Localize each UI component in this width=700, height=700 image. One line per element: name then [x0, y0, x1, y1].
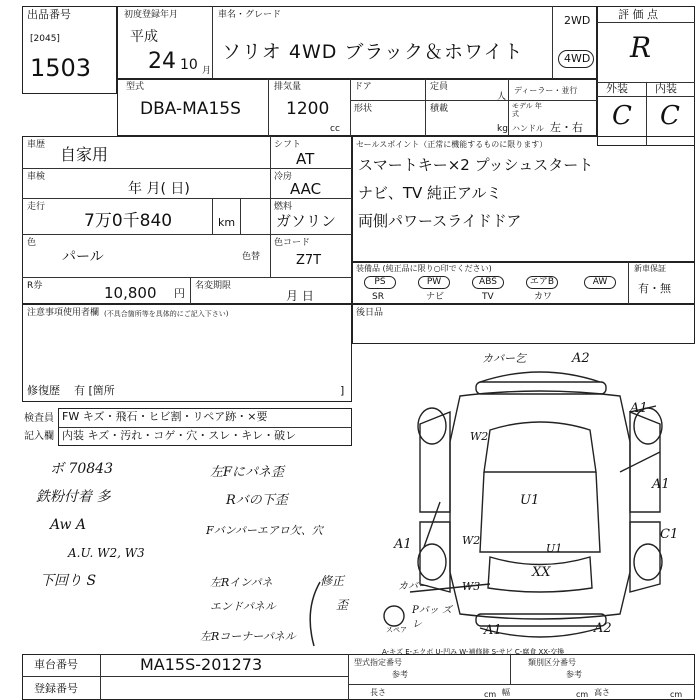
diag-a1-left: A1: [394, 537, 412, 552]
displacement-value: 1200: [286, 99, 330, 119]
usage-value: 自家用: [60, 145, 109, 164]
backseat-box: [352, 304, 695, 344]
diag-a2: A2: [572, 351, 590, 366]
diag-w2-left: W2: [470, 430, 489, 443]
shaken-value: 年 月( 日): [128, 181, 190, 197]
diag-c1: C1: [660, 527, 679, 542]
diag-u1-center: U1: [520, 493, 540, 508]
repair-close: ]: [340, 384, 345, 397]
inspector-row-2: 内装 キズ・汚れ・コゲ・穴・スレ・キレ・破レ: [62, 429, 297, 442]
notes-sub: (不具合箇所等を具体的にご記入下さい): [104, 310, 229, 318]
diag-w3: W3: [462, 580, 481, 593]
repair-label: 修復歴: [27, 384, 60, 397]
recycle-unit: 円: [174, 287, 185, 300]
fuel-value: ガソリン: [276, 212, 337, 230]
warranty-label: 新車保証: [634, 264, 666, 273]
hw-l4: A.U. W2, W3: [68, 546, 145, 560]
hw-r1: 左Fにパネ歪: [210, 465, 285, 480]
usage-label: 車歴: [27, 140, 46, 150]
drive-4wd: 4WD: [564, 52, 591, 65]
load-label: 積載: [430, 104, 449, 114]
hw-r3: Fバンパーエアロ欠、穴: [206, 524, 323, 537]
diag-a3: A1: [630, 401, 648, 416]
chassis-value: MA15S-201273: [140, 655, 263, 674]
diag-a4: A1: [652, 477, 670, 492]
lot-label: 出品番号: [27, 8, 71, 21]
ref-1: 参考: [392, 670, 408, 679]
hw-l1: ボ 70843: [50, 461, 113, 477]
diag-w2-lower: W2: [462, 534, 481, 547]
color-code-value: Z7T: [296, 253, 322, 268]
displacement-unit: cc: [330, 124, 340, 134]
grade-label: 評 価 点: [618, 8, 658, 21]
length-unit: cm: [484, 690, 497, 699]
shaken-label: 車検: [27, 172, 46, 182]
model-year-label: モデル 年式: [512, 102, 542, 118]
diag-cover: カバー: [398, 581, 428, 592]
notes-box: [22, 304, 352, 402]
diag-a2-bottom: A2: [594, 621, 612, 636]
drive-2wd: 2WD: [564, 14, 591, 27]
fuel-label: 燃料: [274, 202, 293, 212]
type-value: DBA-MA15S: [140, 99, 241, 119]
mileage-label: 走行: [27, 202, 46, 212]
era: 平成: [130, 29, 158, 45]
color-code-label: 色コード: [274, 238, 311, 248]
reg-month-unit: 月: [202, 66, 212, 76]
chassis-label: 車台番号: [34, 658, 78, 671]
capacity-label: 定員: [430, 82, 449, 92]
mileage-value: 7万0千840: [84, 211, 173, 231]
color-change-label: 色替: [242, 252, 261, 262]
sales-line-3: 両側パワースライドドア: [358, 212, 522, 230]
equip-navi: ナビ: [426, 292, 445, 302]
exterior-value: C: [612, 101, 632, 131]
hw-r7: 修正: [320, 574, 345, 588]
notes-label: 注意事項使用者欄: [27, 308, 100, 318]
color-label: 色: [27, 238, 37, 248]
mileage-unit: km: [218, 216, 236, 229]
inspector-label-2: 記入欄: [24, 431, 54, 442]
equip-ps: PS: [364, 276, 396, 289]
bracket-stroke: [300, 580, 330, 650]
width-unit: cm: [576, 690, 589, 699]
diag-u1-right: U1: [546, 542, 563, 555]
warranty-value: 有・無: [638, 282, 671, 295]
model-label: 車名・グレード: [218, 10, 282, 20]
ac-value: AAC: [290, 180, 322, 198]
hw-l2: 鉄粉付着 多: [36, 489, 111, 505]
width-label: 幅: [502, 688, 510, 697]
handle-value: 左・右: [550, 121, 583, 134]
hw-l3: Aw A: [50, 517, 87, 533]
lot-number: 1503: [30, 54, 92, 82]
diag-spare: スペア: [386, 626, 407, 634]
equip-pw: PW: [418, 276, 450, 289]
reg-year: 24: [148, 49, 176, 74]
name-change-value: 月 日: [286, 289, 314, 303]
equip-airbag: エアB: [526, 276, 558, 289]
hw-r4: 左Rインパネ: [210, 576, 273, 589]
hw-l5: 下回り S: [40, 573, 97, 589]
ref-2: 参考: [566, 670, 582, 679]
recycle-value: 10,800: [104, 284, 157, 302]
first-reg-label: 初度登録年月: [124, 10, 179, 20]
equipment-label: 装備品 (純正品に限り○印でください): [356, 264, 492, 273]
grade-value: R: [630, 31, 652, 64]
hw-r8: 歪: [336, 598, 349, 612]
handle-label: ハンドル: [512, 124, 544, 133]
doors-label: ドア: [354, 82, 372, 92]
diag-xx: XX: [532, 565, 551, 580]
color-value: パール: [62, 249, 104, 265]
exterior-label: 外装: [606, 82, 628, 95]
reg-label: 登録番号: [34, 682, 78, 695]
reg-month: 10: [180, 57, 198, 73]
lot-sub: [2045]: [30, 34, 60, 44]
diag-a1-bottom: A1: [484, 623, 502, 638]
type-label: 型式: [126, 82, 145, 92]
shape-label: 形状: [354, 104, 373, 114]
diag-pback: Pバッ ズレ: [412, 605, 452, 630]
capacity-unit: 人: [497, 92, 507, 102]
diag-a1: カバー乞: [482, 352, 526, 365]
sales-line-2: ナビ、TV 純正アルミ: [358, 184, 502, 202]
interior-label: 内装: [655, 82, 677, 95]
length-label: 長さ: [370, 688, 386, 697]
sales-line-1: スマートキー×2 プッシュスタート: [358, 156, 594, 174]
equip-leather: カワ: [534, 292, 553, 302]
model-name: ソリオ 4WD ブラック＆ホワイト: [222, 41, 524, 63]
dealer-label: ディーラー・並行: [514, 86, 578, 95]
fixed-label: 型式指定番号: [354, 658, 402, 667]
displacement-label: 排気量: [274, 82, 302, 92]
sales-label: セールスポイント（正常に機能するものに限ります）: [356, 140, 548, 149]
inspector-row-1: FW キズ・飛石・ヒビ割・リペア跡・×要: [62, 410, 268, 423]
hw-r6: 左Rコーナーパネル: [200, 630, 296, 643]
shift-value: AT: [296, 150, 315, 168]
height-label: 高さ: [594, 688, 610, 697]
hw-r2: Rバの下歪: [226, 493, 288, 508]
diag-legend: A-キズ E-エクボ U-凹み W-補修跡 S-サビ C-腐食 XX-交換: [382, 648, 565, 656]
equip-sr: SR: [372, 292, 384, 302]
load-unit: kg: [497, 124, 508, 134]
hw-r5: エンドパネル: [210, 600, 276, 613]
height-unit: cm: [670, 690, 683, 699]
equip-aw: AW: [584, 276, 616, 289]
equip-tv: TV: [482, 292, 494, 302]
backseat-label: 後日品: [356, 308, 384, 318]
recycle-label: R券: [27, 281, 43, 291]
repair-value: 有 [箇所: [74, 384, 115, 397]
interior-value: C: [660, 101, 680, 131]
equip-abs: ABS: [472, 276, 504, 289]
shift-label: シフト: [274, 140, 302, 150]
inspector-label-1: 検査員: [24, 413, 54, 424]
name-change-label: 名変期限: [195, 281, 232, 291]
class-label: 類別区分番号: [528, 658, 576, 667]
ac-label: 冷房: [274, 172, 293, 182]
